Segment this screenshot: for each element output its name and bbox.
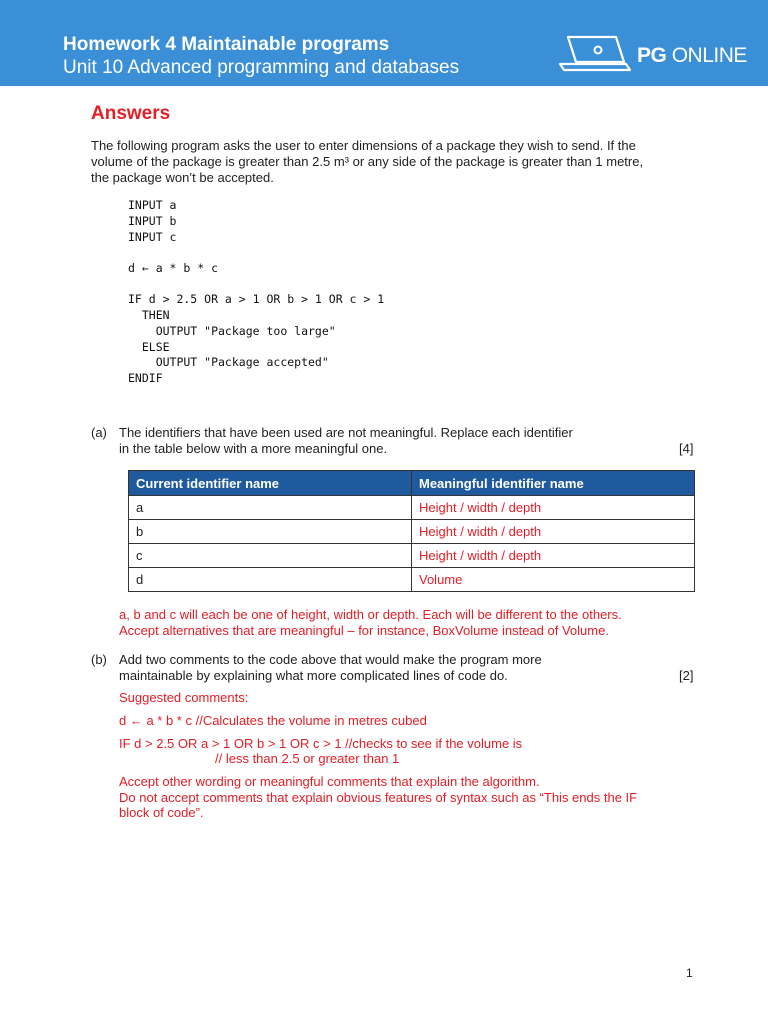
table-row xyxy=(129,496,695,520)
answer-b-note: block of code”. xyxy=(119,805,204,820)
answer-a-note: Accept alternatives that are meaningful – for instance, BoxVolume instead of Volume. xyxy=(119,623,609,638)
answer-b-note: Accept other wording or meaningful comments that explain the algorithm. xyxy=(119,774,540,789)
code-line: d ← a * b * c xyxy=(128,261,219,275)
pg-online-logo: PG ONLINE xyxy=(637,44,747,67)
answer-b-heading: Suggested comments: xyxy=(119,690,249,705)
answer-a-note: a, b and c will each be one of height, width or depth. Each will be different to the others. xyxy=(119,607,622,622)
current-identifier: c xyxy=(129,544,412,568)
code-line: OUTPUT "Package accepted" xyxy=(128,355,329,369)
meaningful-identifier: Height / width / depth xyxy=(412,496,695,520)
meaningful-identifier: Volume xyxy=(412,568,695,592)
code-line: THEN xyxy=(128,308,170,322)
question-a-text: in the table below with a more meaningful one. xyxy=(119,441,388,456)
intro-line: the package won’t be accepted. xyxy=(91,170,274,185)
question-a-marks: [4] xyxy=(679,441,694,456)
answers-heading: Answers xyxy=(91,103,171,124)
identifier-table xyxy=(128,470,695,592)
current-identifier: a xyxy=(129,496,412,520)
code-line: IF d > 2.5 OR a > 1 OR b > 1 OR c > 1 xyxy=(128,292,385,306)
page-number: 1 xyxy=(686,966,693,980)
table-header-row xyxy=(129,471,695,496)
code-line: INPUT c xyxy=(128,230,177,244)
meaningful-identifier: Height / width / depth xyxy=(412,544,695,568)
question-b-marks: [2] xyxy=(679,668,694,683)
answer-b-comment: // less than 2.5 or greater than 1 xyxy=(215,751,400,766)
table-row xyxy=(129,520,695,544)
question-b-text: maintainable by explaining what more complicated lines of code do. xyxy=(119,668,508,683)
table-row xyxy=(129,568,695,592)
table-row xyxy=(129,544,695,568)
intro-line: volume of the package is greater than 2.5 m³ or any side of the package is greater than 1 metre, xyxy=(91,154,644,169)
code-line: OUTPUT "Package too large" xyxy=(128,324,336,338)
intro-line: The following program asks the user to enter dimensions of a package they wish to send. If the xyxy=(91,138,636,153)
column-header: Current identifier name xyxy=(129,471,412,496)
current-identifier: b xyxy=(129,520,412,544)
document-title: Homework 4 Maintainable programs xyxy=(63,34,390,55)
question-a-label: (a) xyxy=(91,425,107,440)
document-subtitle: Unit 10 Advanced programming and databases xyxy=(63,57,460,78)
page-header xyxy=(0,0,768,86)
answer-b-comment: IF d > 2.5 OR a > 1 OR b > 1 OR c > 1 //checks to see if the volume is xyxy=(119,736,523,751)
code-line: INPUT a xyxy=(128,198,177,212)
code-line: INPUT b xyxy=(128,214,177,228)
meaningful-identifier: Height / width / depth xyxy=(412,520,695,544)
question-b-text: Add two comments to the code above that would make the program more xyxy=(119,652,542,667)
question-a-text: The identifiers that have been used are not meaningful. Replace each identifier xyxy=(119,425,573,440)
code-line: ELSE xyxy=(128,340,170,354)
answer-b-comment: d ← a * b * c //Calculates the volume in metres cubed xyxy=(119,713,427,728)
answer-b-note: Do not accept comments that explain obvious features of syntax such as “This ends the IF xyxy=(119,790,638,805)
question-b-label: (b) xyxy=(91,652,107,667)
column-header: Meaningful identifier name xyxy=(412,471,695,496)
current-identifier: d xyxy=(129,568,412,592)
code-line: ENDIF xyxy=(128,371,163,385)
